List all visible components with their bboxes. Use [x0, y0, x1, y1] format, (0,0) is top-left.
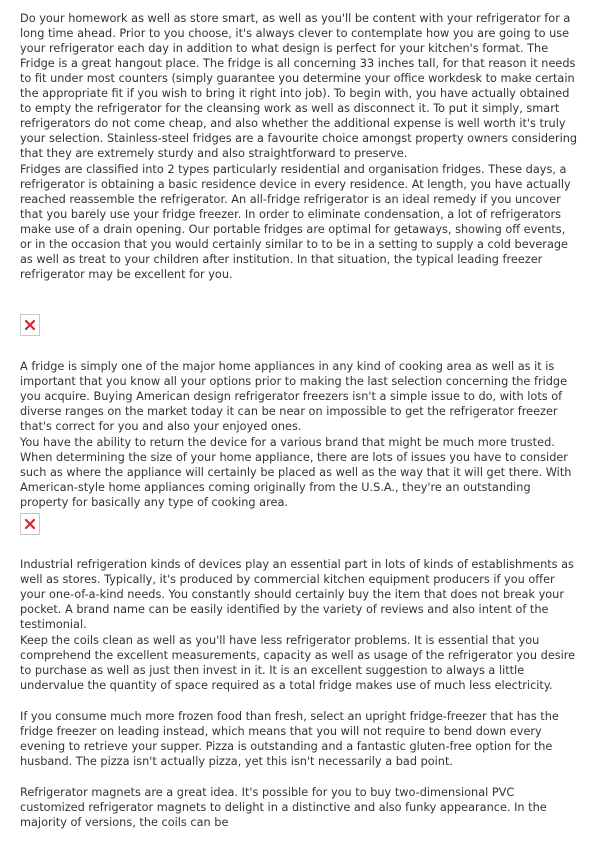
- paragraph-2: Fridges are classified into 2 types particularly residential and organisation fridges. These days, a refrigerator is obtaining a basic residence device in every residence. At length, you have actually reached reassemble the refrigerator. An all-fridge refrigerator is an ideal remedy if you uncover that you barely use your fridge freezer. In order to eliminate condensation, a lot of refrigerators make use of a drain opening. Our portable fridges are optimal for getaways, showing off events, or in the occasion that you would certainly similar to to be in a setting to supply a cold beverage as well as treat to your children after institution. In that situation, the typical leading freezer refrigerator may be excellent for you.: [20, 163, 571, 281]
- paragraph-6: Keep the coils clean as well as you'll have less refrigerator problems. It is essential that you comprehend the excellent measurements, capacity as well as usage of the refrigerator you desire to purchase as well as just then invest in it. It is an excellent suggestion to always a little undervalue the quantity of space required as a total fridge makes use of much less electricity.: [20, 634, 576, 692]
- paragraph-1: Do your homework as well as store smart, as well as you'll be content with your refrigerator for a long time ahead. Prior to you choose, it's always clever to contemplate how you are going to use your refrigerator each day in addition to what design is perfect for your kitchen's format. The Fridge is a great hangout place. The fridge is all concerning 33 inches tall, for that reason it needs to fit under most counters (simply guarantee you determine your office workdesk to make certain the appropriate fit if you wish to bring it right into job). To begin with, you have actually obtained to empty the refrigerator for the cleansing work as well as disconnect it. To put it simply, smart refrigerators do not come cheap, and also whether the additional expense is well worth it's truly your selection. Stainless-steel fridges are a favourite choice amongst property owners considering that they are extremely sturdy and also straightforward to preserve.: [20, 12, 578, 160]
- paragraph-7: If you consume much more frozen food than fresh, select an upright fridge-freezer that has the fridge freezer on leading instead, which means that you will not require to bend down every evening to retrieve your supper. Pizza is outstanding and a fantastic gluten-free option for the husband. The pizza isn't actually pizza, yet this isn't necessarily a bad point.: [20, 710, 559, 768]
- close-icon: [25, 320, 35, 330]
- paragraph-3: A fridge is simply one of the major home appliances in any kind of cooking area as well as it is important that you know all your options prior to making the last selection concerning the fridge you acquire. Buying American design refrigerator freezers isn't a simple issue to do, with lots of diverse ranges on the market today it can be near on impossible to get the refrigerator freezer that's correct for you and also your enjoyed ones.: [20, 360, 568, 433]
- broken-image-icon: [20, 314, 40, 336]
- paragraph-4: You have the ability to return the device for a various brand that might be much more trusted. When determining the size of your home appliance, there are lots of issues you have to consider such as where the appliance will certainly be placed as well as the way that it will get there. With American-style home appliances coming originally from the U.S.A., they're an outstanding property for basically any type of cooking area.: [20, 436, 572, 509]
- close-icon: [25, 519, 35, 529]
- paragraph-5: Industrial refrigeration kinds of devices play an essential part in lots of kinds of establishments as well as stores. Typically, it's produced by commercial kitchen equipment producers if you offer your one-of-a-kind needs. You constantly should certainly buy the item that does not break your pocket. A brand name can be easily identified by the variety of reviews and also intent of the testimonial.: [20, 558, 574, 631]
- broken-image-icon: [20, 513, 40, 535]
- paragraph-8: Refrigerator magnets are a great idea. It's possible for you to buy two-dimensional PVC customized refrigerator magnets to delight in a distinctive and also funky appearance. In the majority of versions, the coils can be: [20, 786, 547, 829]
